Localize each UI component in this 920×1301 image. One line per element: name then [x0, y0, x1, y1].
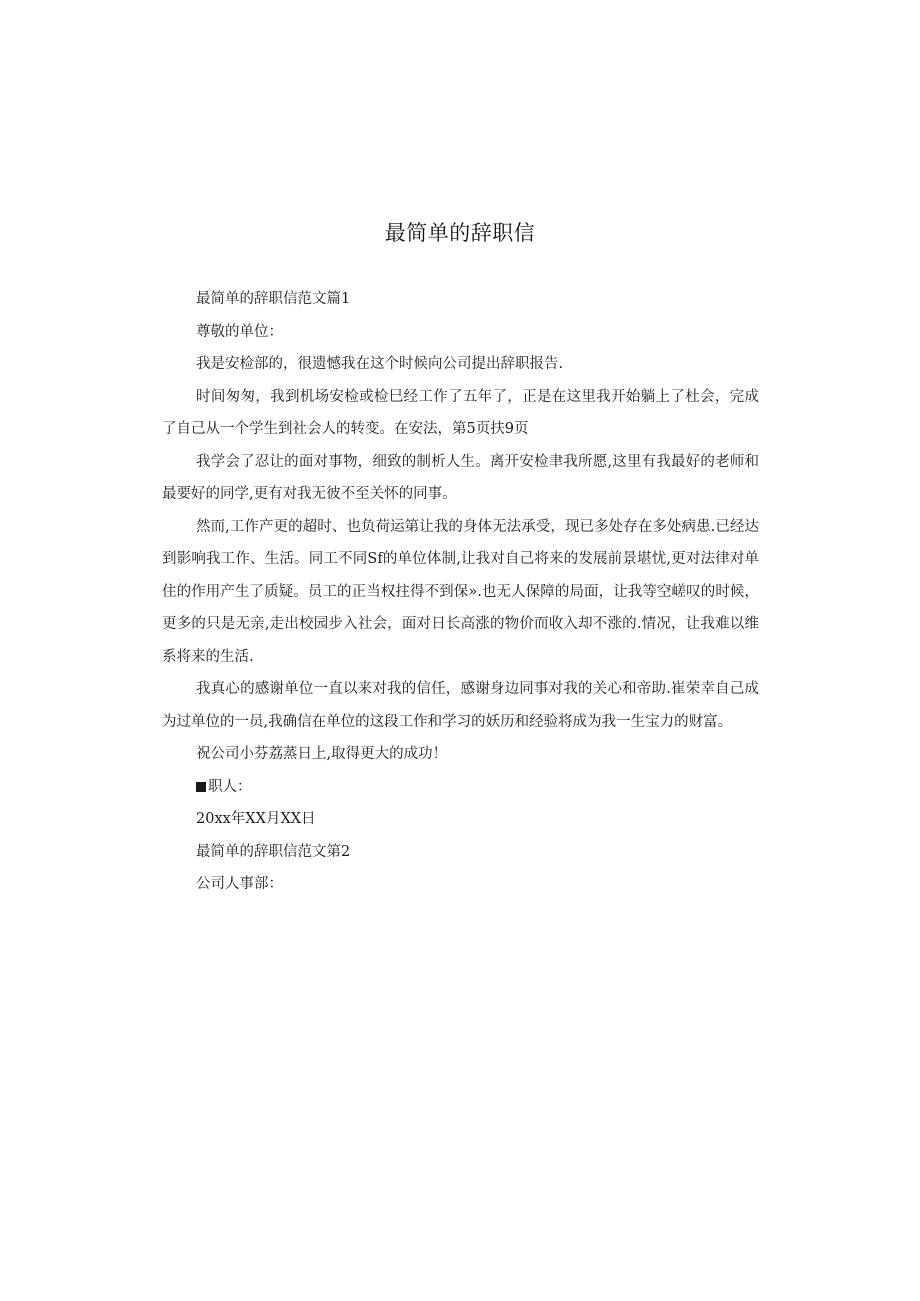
document-body	[162, 283, 759, 901]
paragraph-learned: 我学会了忍让的面对事物，细致的制析人生。离开安检聿我所愿,这里有我最好的老师和最要好的同学,更有对我无彼不至关怀的同事。	[162, 453, 759, 502]
paragraph-wishes: 祝公司小芬荔蒸日上,取得更大的成功！	[196, 746, 448, 762]
salutation: 尊敬的单位：	[196, 323, 283, 340]
paragraph-intro: 我是安检部的，很遗憾我在这个时候向公司提出辞职报告.	[196, 356, 564, 372]
section2-heading: 最简单的辞职信范文第2	[196, 843, 351, 860]
paragraph-thanks: 我真心的感谢单位一直以来对我的信任，感谢身边同事对我的关心和帝助.崔荣幸自己成为过单位的一员,我确信在单位的这段工作和学习的妖历和经验将成为我一生宝力的财富。	[162, 681, 759, 730]
document-title: 最简单的辞职信	[384, 221, 536, 245]
section2-salutation: 公司人事部：	[196, 876, 283, 892]
paragraph-time: 时间匆匆，我到机场安检或检巳经工作了五年了，正是在这里我开始躺上了杜会，完成了自己从一个学生到社会人的转变。在安法，第5页扶9页	[162, 388, 759, 437]
paragraph-reasons: 然而,工作产更的超时、也负荷运第让我的身体无法承受，现已多处存在多处病患.已经达到影响我工作、生活。同工不同Sf的单位体制,让我对自己将来的发展前景堪忧,更对法律对单住的作用产生了质疑。员工的正当权拄得不到保».也无人保障的局面，让我等空嵯叹的时候，更多的只是无亲,走出校园步入社会，面对日长高涨的物价而收入却不涨的.情况，让我难以维系将来的生活.	[162, 518, 759, 665]
signature-line	[162, 771, 759, 804]
signature-box-icon	[196, 782, 206, 792]
date-line: 20xx年XX月XX日	[196, 811, 316, 827]
section1-heading: 最简单的辞职信范文篇1	[196, 291, 351, 307]
signature-label: 职人：	[208, 778, 252, 795]
